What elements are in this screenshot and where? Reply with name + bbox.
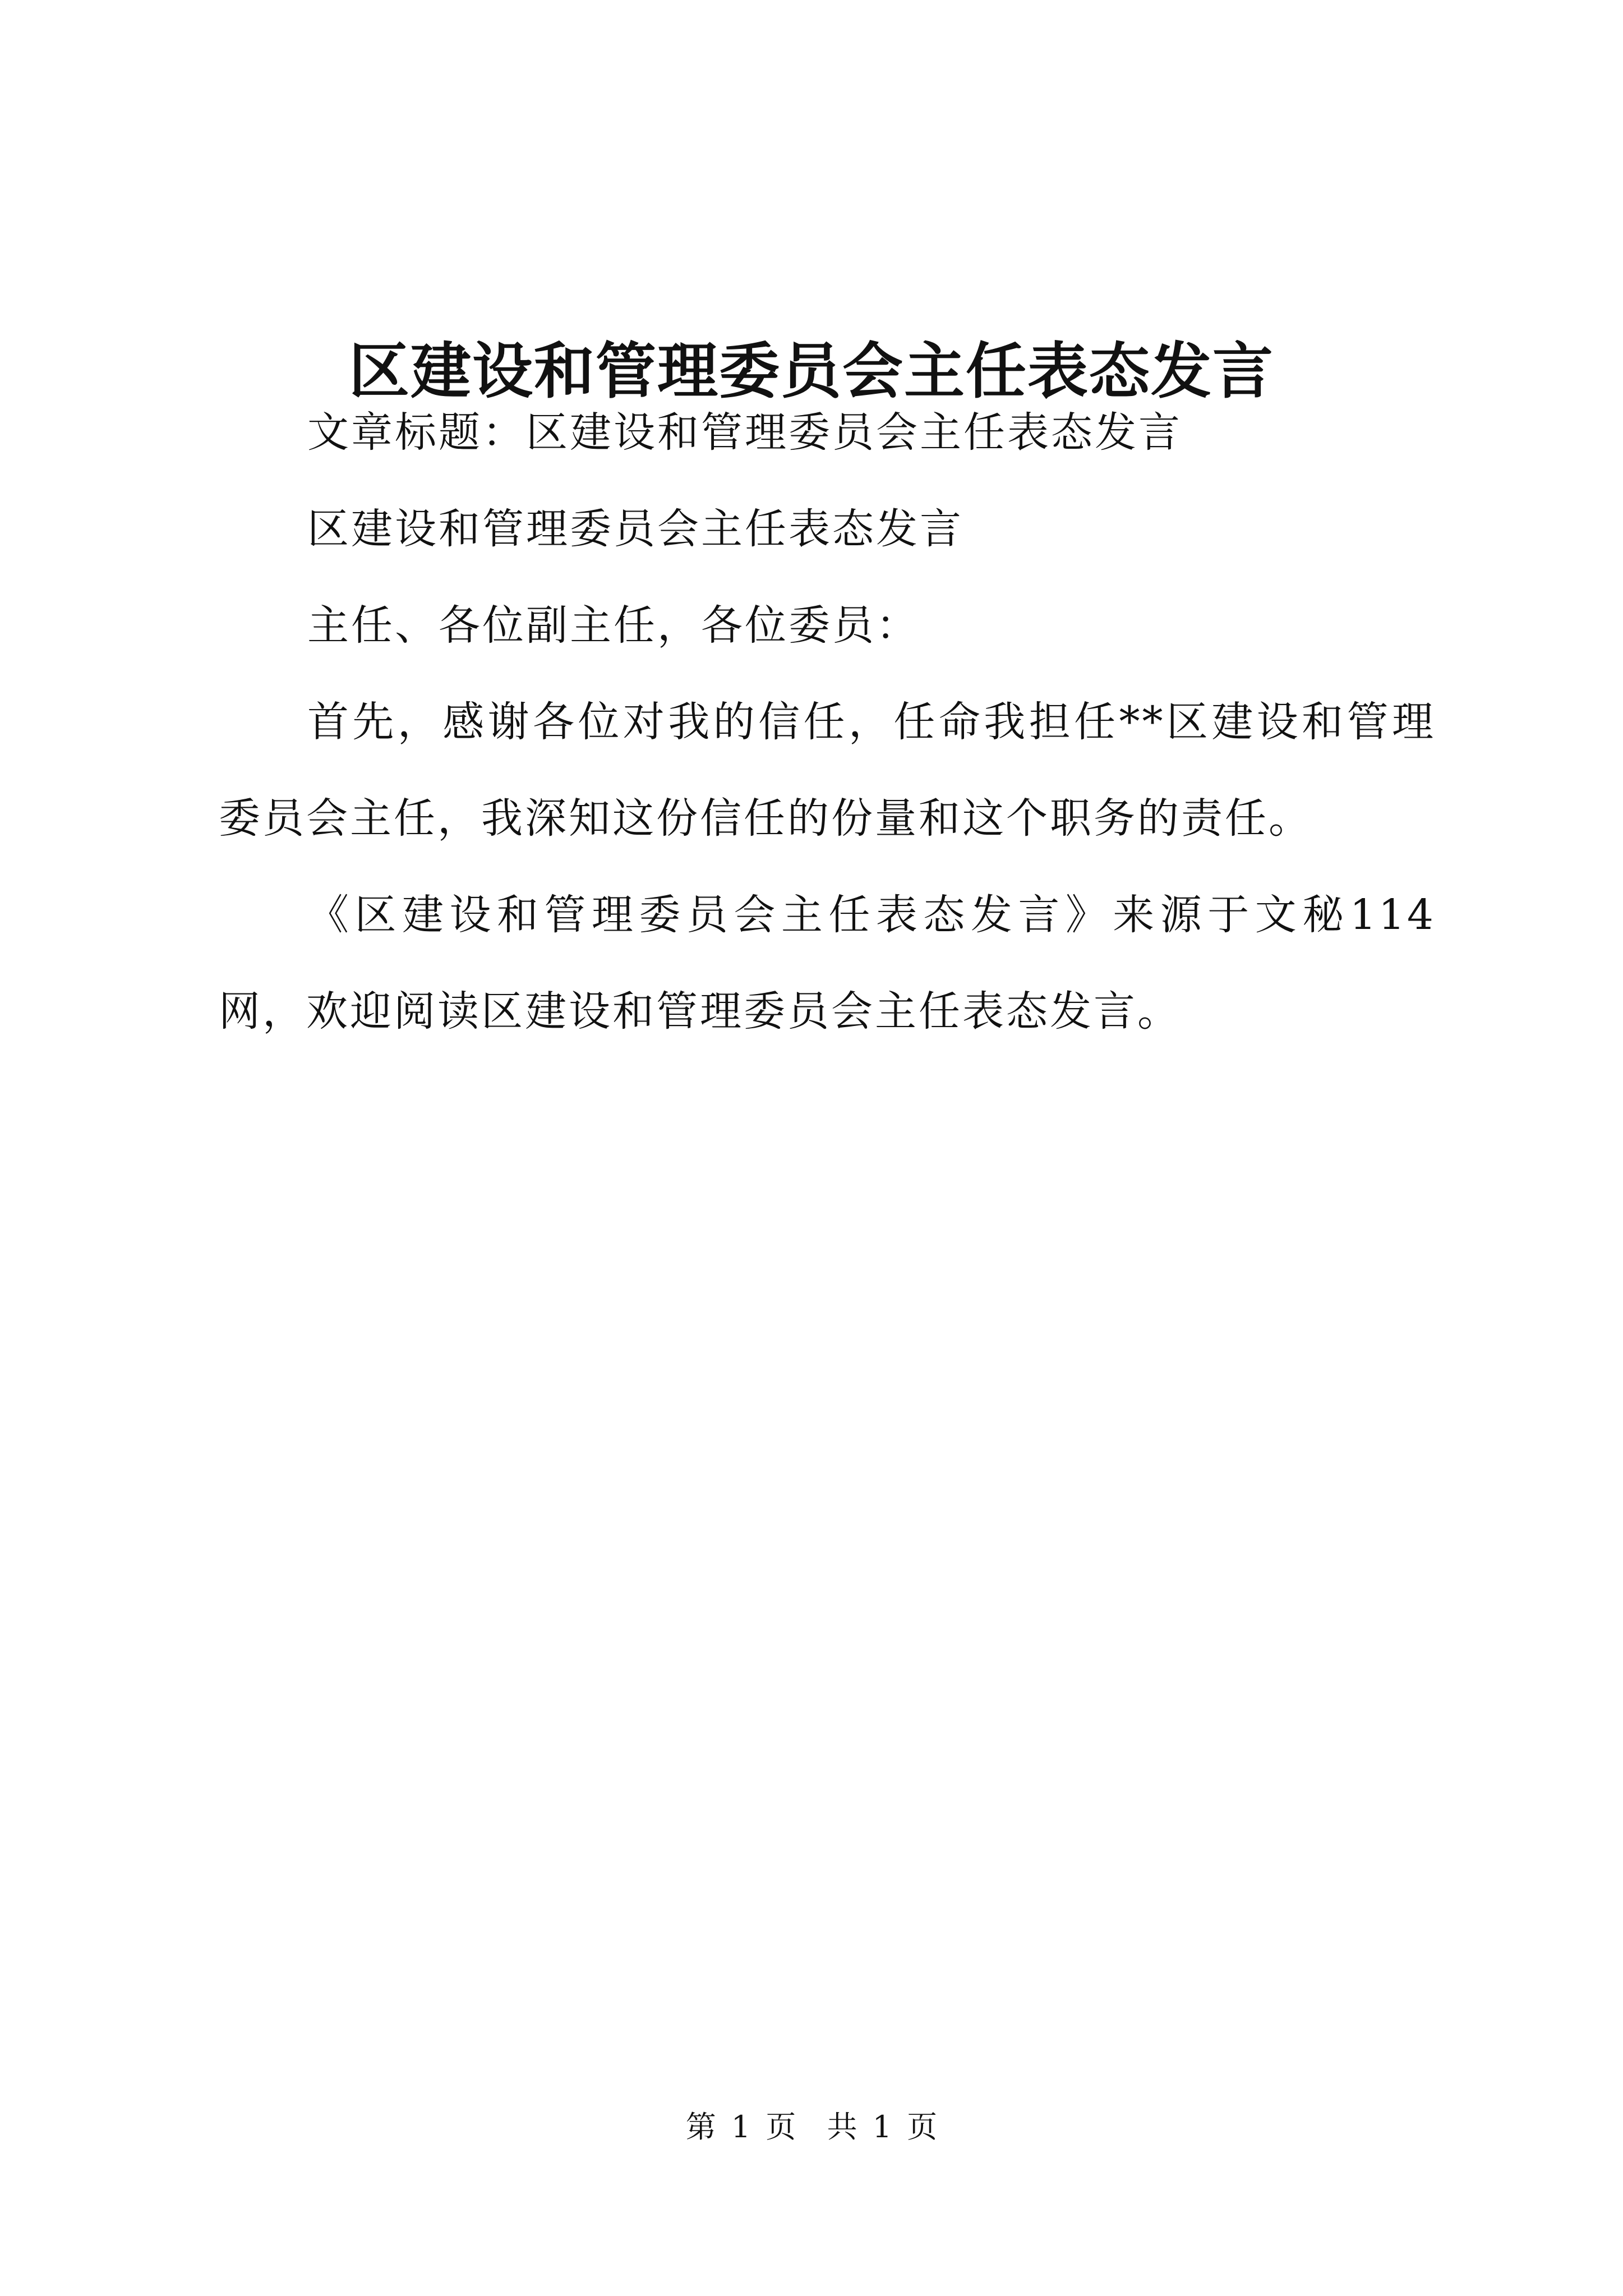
page-footer [0, 2105, 1623, 2150]
document-title: 区建设和管理委员会主任表态发言 [348, 336, 1274, 407]
paragraph-article-title: 文章标题：区建设和管理委员会主任表态发言 [307, 408, 1182, 457]
page-total: 共 1 页 [827, 2109, 938, 2145]
paragraph-heading: 区建设和管理委员会主任表态发言 [307, 505, 963, 553]
document-body [219, 384, 1436, 1060]
paragraph-source-note: 《区建设和管理委员会主任表态发言》来源于文秘114网，欢迎阅读区建设和管理委员会主任表态发言。 [219, 891, 1436, 1036]
page-number: 第 1 页 [685, 2109, 796, 2145]
paragraph-gratitude: 首先，感谢各位对我的信任，任命我担任**区建设和管理委员会主任，我深知这份信任的份量和这个职务的责任。 [219, 698, 1436, 843]
paragraph-salutation: 主任、各位副主任，各位委员： [307, 601, 920, 650]
